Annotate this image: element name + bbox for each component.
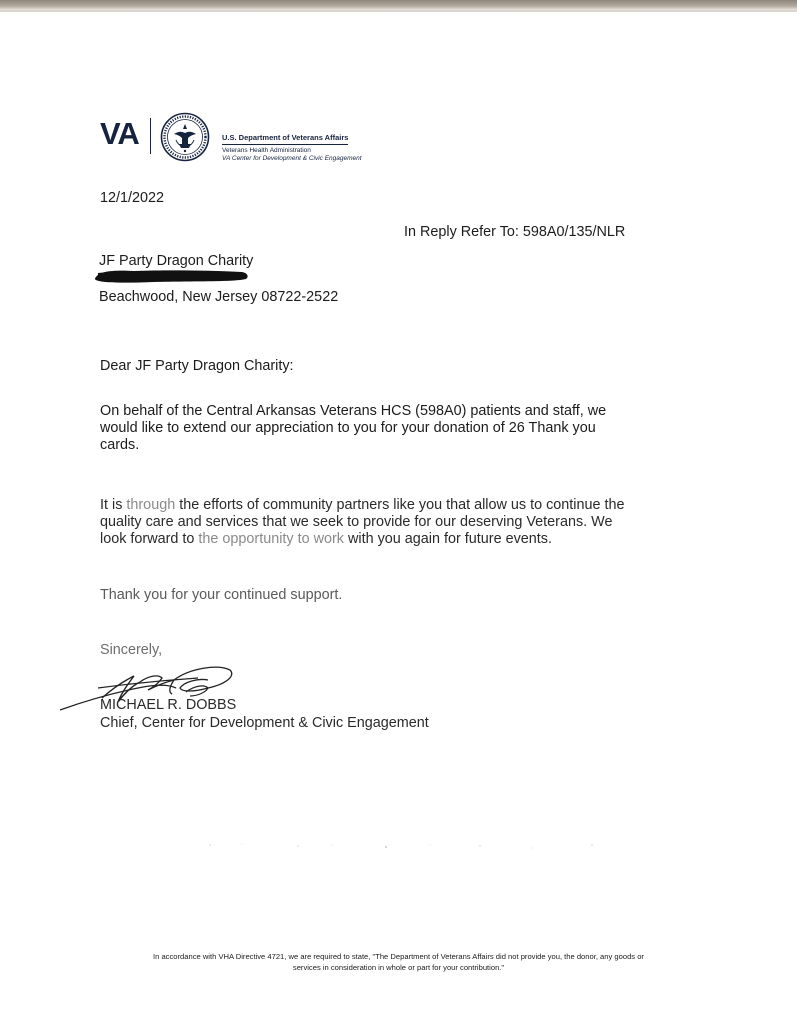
footer-disclaimer — [60, 951, 737, 973]
scanner-edge-shadow — [0, 10, 797, 12]
signer-title: Chief, Center for Development & Civic Engagement — [100, 715, 429, 731]
paragraph-appreciation — [100, 403, 606, 454]
paragraph-2-line-1-start: It is — [100, 497, 127, 513]
agency-name: U.S. Department of Veterans Affairs — [222, 133, 348, 145]
va-seal-icon — [160, 112, 210, 162]
va-logo-text: VA — [100, 116, 139, 151]
paragraph-2-line-3-start: look forward to — [100, 531, 199, 547]
va-letterhead — [100, 112, 400, 162]
footer-line-1: In accordance with VHA Directive 4721, we are required to state, "The Department of Veterans Affairs did not provide you, the donor, any goods or — [153, 952, 644, 961]
thanks-line: Thank you for your continued support. — [100, 587, 343, 603]
scan-artifacts — [180, 840, 620, 852]
office-name: VA Center for Development & Civic Engagement — [222, 155, 362, 162]
closing: Sincerely, — [100, 642, 163, 658]
paragraph-2-line-1-end: the efforts of community partners like you that allow us to continue the — [175, 497, 625, 513]
signer-name: MICHAEL R. DOBBS — [100, 697, 237, 713]
agency-text — [222, 127, 422, 163]
logo-divider — [150, 118, 151, 154]
paragraph-2-line-3-end: with you again for future events. — [343, 531, 552, 547]
paragraph-2-line-1-faded: through — [126, 497, 176, 513]
paragraph-1-line-3: cards. — [100, 437, 140, 453]
paragraph-2-line-1 — [100, 497, 624, 514]
recipient-name: JF Party Dragon Charity — [99, 253, 254, 269]
paragraph-1-line-2: would like to extend our appreciation to you for your donation of 26 Thank you — [100, 420, 596, 436]
administration-name: Veterans Health Administration — [222, 147, 311, 154]
reply-reference: In Reply Refer To: 598A0/135/NLR — [404, 224, 626, 240]
footer-line-2: services in consideration in whole or part for your contribution." — [292, 963, 505, 972]
paragraph-2-line-3 — [100, 531, 624, 548]
recipient-city: Beachwood, New Jersey 08722-2522 — [99, 289, 339, 305]
salutation: Dear JF Party Dragon Charity: — [100, 358, 294, 374]
paragraph-2-line-2: quality care and services that we seek to provide for our deserving Veterans. We — [100, 514, 613, 530]
scanner-edge-strip — [0, 0, 797, 10]
letter-date: 12/1/2022 — [100, 190, 165, 206]
paragraph-2-line-3-faded: the opportunity to work — [198, 531, 344, 547]
paragraph-partners — [100, 497, 624, 548]
redaction-mark — [94, 268, 250, 284]
paragraph-1-line-1: On behalf of the Central Arkansas Veterans HCS (598A0) patients and staff, we — [100, 403, 607, 419]
